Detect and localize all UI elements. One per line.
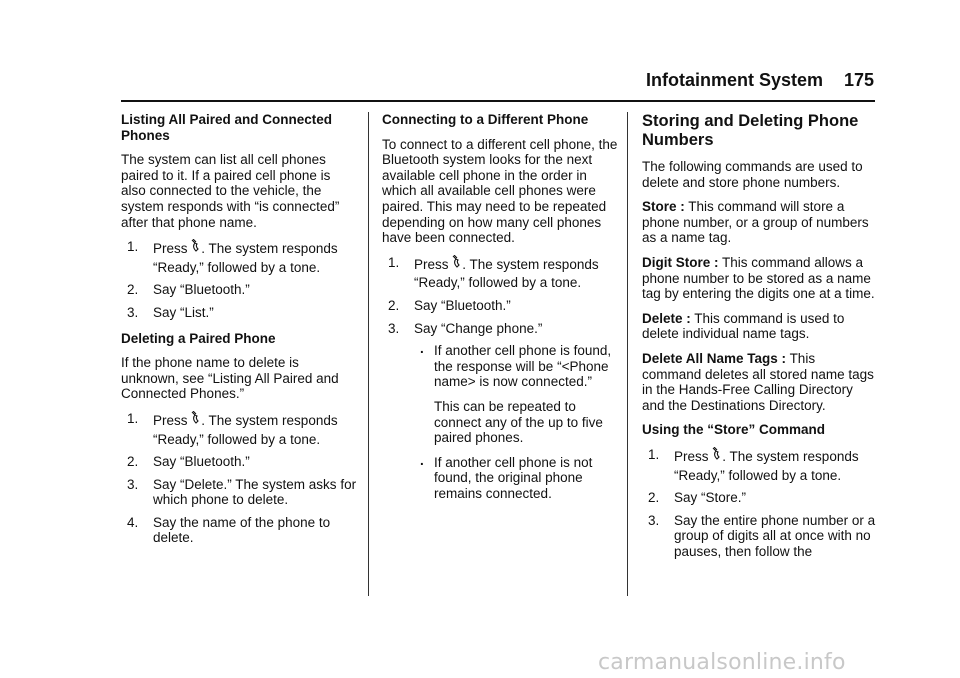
- step-text: . The system responds: [201, 412, 338, 428]
- step-number: 2.: [127, 454, 139, 470]
- step-item: [121, 454, 357, 470]
- step-item: [121, 515, 357, 546]
- term-definition: [642, 311, 878, 342]
- step-item: [121, 305, 357, 321]
- step-number: 1.: [388, 254, 400, 270]
- step-text: Press: [674, 448, 709, 464]
- step-text: “Ready,” followed by a tone.: [674, 467, 842, 483]
- step-item: [642, 513, 878, 560]
- heading-using-store: Using the “Store” Command: [642, 422, 826, 438]
- term-description: This command deletes all stored name tags in the Hands-Free Calling Directory and the Destinations Directory.: [642, 350, 874, 413]
- page-header: [0, 70, 960, 98]
- step-text: Say “Bluetooth.”: [153, 282, 250, 298]
- push-to-talk-icon: [712, 447, 722, 462]
- step-text: Press: [153, 412, 188, 428]
- term-description: This command will store a phone number, or a group of numbers as a name tag.: [642, 199, 869, 246]
- term-definition: [642, 351, 878, 413]
- step-item: [382, 321, 618, 337]
- column-divider-2: [627, 112, 628, 596]
- step-number: 1.: [127, 239, 139, 255]
- bullet-dot: .: [420, 341, 424, 357]
- column-right: [642, 112, 878, 566]
- push-to-talk-icon: [452, 255, 462, 270]
- header-rule: [121, 100, 875, 102]
- step-text: Press: [153, 241, 188, 257]
- step-item: [121, 411, 357, 447]
- step-text: “Ready,” followed by a tone.: [153, 431, 321, 447]
- step-text: Say “Change phone.”: [414, 320, 543, 336]
- column-middle: [382, 112, 618, 510]
- bullet-item: [382, 452, 618, 502]
- paragraph-intro: The following commands are used to delete and store phone numbers.: [642, 159, 863, 190]
- paragraph-connecting: To connect to a different cell phone, the Bluetooth system looks for the next available cell phone in the order in which all available cell phones were paired. This may need to be repeated depending on how many cell phones have been connected.: [382, 136, 618, 246]
- term-label: Digit Store :: [642, 254, 719, 270]
- term-label: Store :: [642, 199, 685, 215]
- step-text: Say “Bluetooth.”: [414, 297, 511, 313]
- paragraph-listing: The system can list all cell phones paired to it. If a paired cell phone is also connected to the vehicle, the system responds with “is connected” after that phone name.: [121, 152, 340, 230]
- step-item: [382, 298, 618, 314]
- step-number: 3.: [127, 304, 139, 320]
- step-item: [121, 282, 357, 298]
- step-text: Say “Delete.” The system asks for which phone to delete.: [153, 476, 357, 508]
- step-item: [642, 447, 878, 483]
- step-number: 1.: [127, 410, 139, 426]
- step-item: [642, 490, 878, 506]
- step-item: [382, 255, 618, 291]
- push-to-talk-icon: [191, 239, 201, 254]
- header-title: Infotainment System: [646, 70, 824, 90]
- step-number: 4.: [127, 514, 139, 530]
- push-to-talk-icon: [191, 411, 201, 426]
- section-heading-storing: Storing and Deleting Phone Numbers: [642, 112, 859, 149]
- step-text: Say the entire phone number or a group of digits all at once with no pauses, then follow the: [674, 512, 876, 559]
- heading-deleting-phone: Deleting a Paired Phone: [121, 330, 276, 346]
- step-number: 1.: [648, 446, 660, 462]
- heading-listing-phones: Listing All Paired and Connected Phones: [121, 112, 333, 143]
- step-item: [121, 239, 357, 275]
- page-number: 175: [844, 70, 875, 90]
- step-text: Press: [414, 256, 449, 272]
- step-text: Say “List.”: [153, 304, 214, 320]
- term-definition: [642, 199, 878, 246]
- column-left: [121, 112, 357, 553]
- term-description: This command allows a phone number to be stored as a name tag by entering the digits one at a time.: [642, 254, 875, 302]
- term-definition: [642, 255, 878, 302]
- step-text: Say “Bluetooth.”: [153, 454, 250, 470]
- step-text: Say “Store.”: [674, 490, 747, 506]
- step-number: 2.: [388, 297, 400, 313]
- heading-connecting-phone: Connecting to a Different Phone: [382, 112, 589, 127]
- step-number: 3.: [127, 476, 139, 492]
- step-item: [121, 477, 357, 508]
- bullet-text: If another cell phone is not found, the original phone remains connected.: [434, 454, 593, 501]
- bullet-dot: .: [420, 452, 424, 468]
- step-number: 3.: [648, 512, 660, 528]
- step-text: . The system responds: [462, 256, 599, 272]
- column-divider-1: [368, 112, 369, 596]
- term-description: This command is used to delete individual name tags.: [642, 310, 845, 342]
- term-label: Delete :: [642, 310, 691, 326]
- step-text: Say the name of the phone to delete.: [153, 514, 331, 546]
- watermark: carmanualsonline.info: [598, 650, 846, 675]
- step-number: 2.: [127, 282, 139, 298]
- paragraph-deleting: If the phone name to delete is unknown, see “Listing All Paired and Connected Phones.”: [121, 355, 339, 402]
- step-number: 3.: [388, 320, 400, 336]
- step-text: “Ready,” followed by a tone.: [153, 259, 321, 275]
- step-text: “Ready,” followed by a tone.: [414, 275, 582, 291]
- term-label: Delete All Name Tags :: [642, 350, 787, 366]
- bullet-text: If another cell phone is found, the response will be “<Phone name> is now connected.”: [434, 343, 612, 390]
- bullet-note: This can be repeated to connect any of the up to five paired phones.: [434, 398, 603, 446]
- step-text: . The system responds: [722, 448, 859, 464]
- step-number: 2.: [648, 490, 660, 506]
- step-text: . The system responds: [201, 241, 338, 257]
- bullet-item: [382, 343, 618, 390]
